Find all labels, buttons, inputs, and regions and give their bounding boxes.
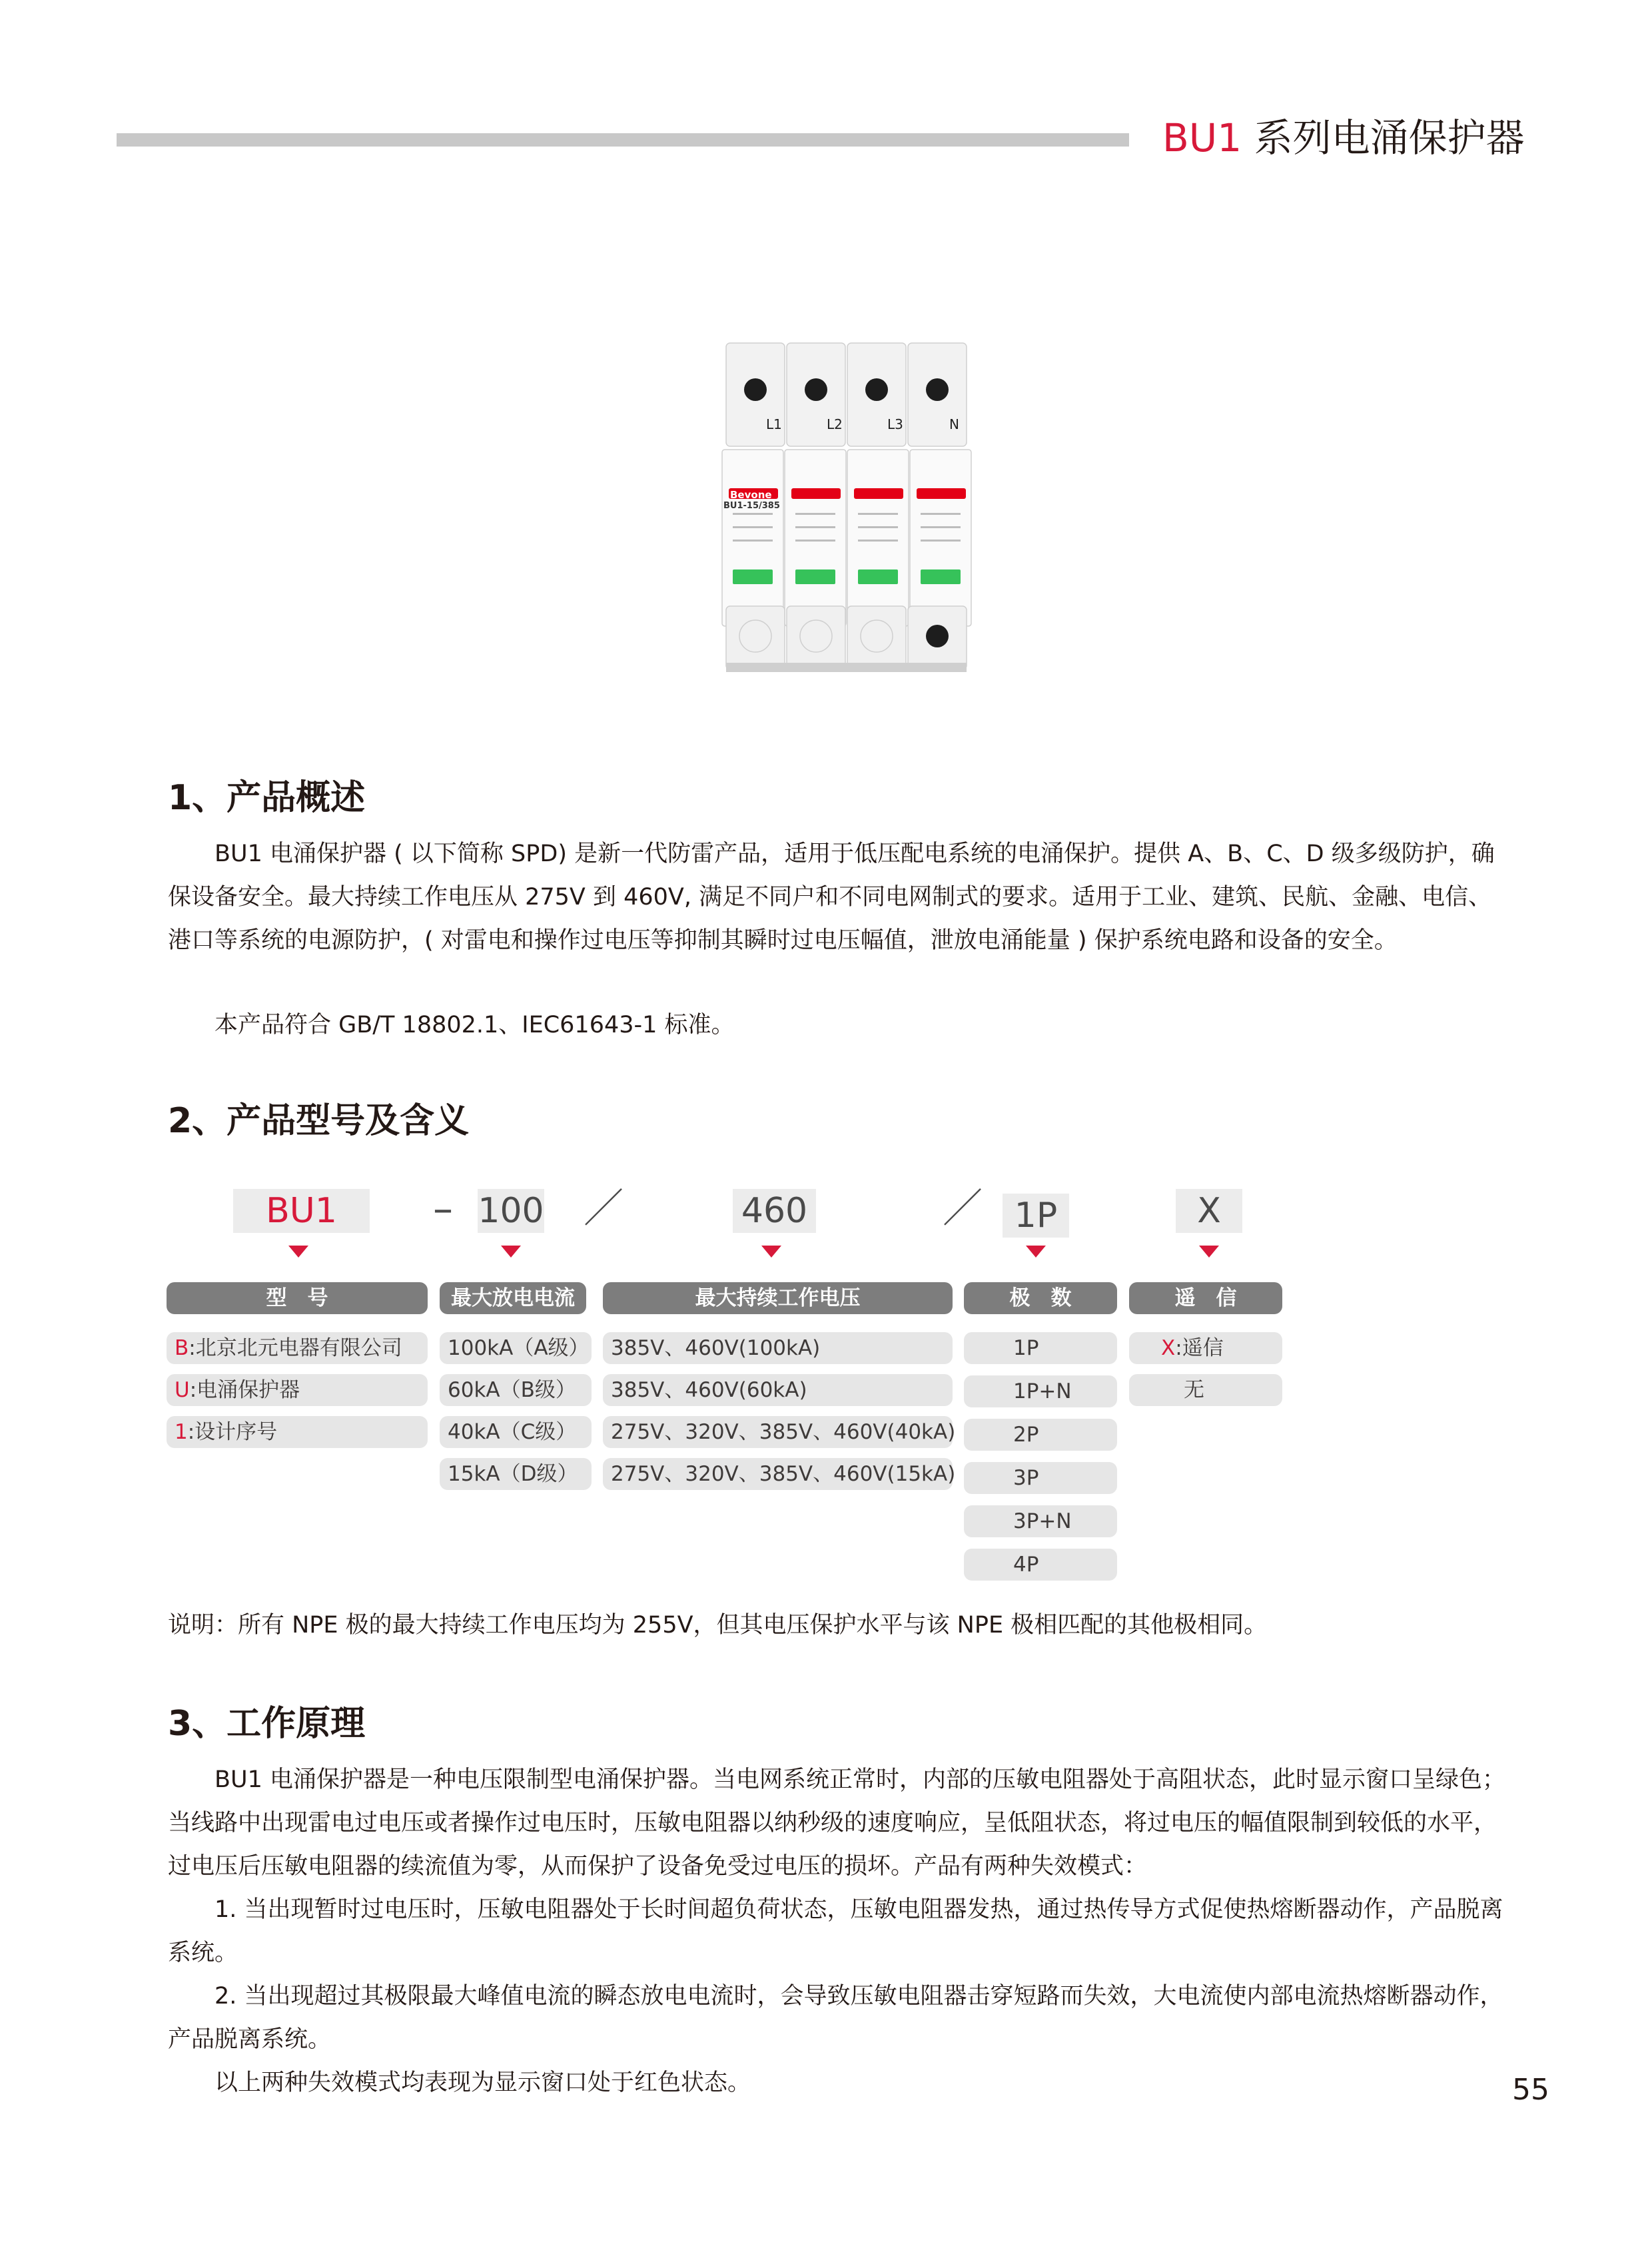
page-header-title	[1162, 107, 1525, 163]
pole-label-n: N	[949, 416, 959, 432]
arrow-down-icon	[761, 1246, 781, 1258]
signal-item: 无	[1129, 1374, 1282, 1406]
pole-label-l2: L2	[827, 416, 843, 432]
header-model: BU1	[1162, 115, 1242, 161]
arrow-down-icon	[501, 1246, 521, 1258]
section1-heading: 1、产品概述	[168, 778, 366, 818]
arrow-down-icon	[288, 1246, 308, 1258]
poles-item: 3P	[964, 1462, 1117, 1494]
pole-label-l3: L3	[887, 416, 903, 432]
section1-paragraph2: 本产品符合 GB/T 18802.1、IEC61643-1 标准。	[214, 1012, 735, 1038]
page-number: 55	[1512, 2073, 1549, 2107]
header-remote-signal: 遥 信	[1129, 1282, 1282, 1314]
code-part-voltage: 460	[733, 1189, 816, 1233]
poles-item: 2P	[964, 1419, 1117, 1451]
code-part-series: BU1	[233, 1189, 370, 1233]
header-rule	[117, 133, 1129, 147]
signal-item: X:遥信	[1129, 1332, 1282, 1364]
current-item: 60kA（B级）	[440, 1374, 592, 1406]
code-part-current: 100	[478, 1189, 544, 1233]
poles-item: 1P+N	[964, 1375, 1117, 1407]
header-poles: 极 数	[964, 1282, 1117, 1314]
product-model-label: BU1-15/385	[723, 501, 780, 511]
model-item: U:电涌保护器	[167, 1374, 428, 1406]
section1-paragraph1: BU1 电涌保护器 ( 以下简称 SPD) 是新一代防雷产品，适用于低压配电系统的电涌保护。提供 A、B、C、D 级多级防护，确保设备安全。最大持续工作电压从 275V 到 460V, 满足不同户和不同电网制式的要求。适用于工业、建筑、民航、金融、电信、港口等系统的电源防护，( 对雷电和操作过电压等抑制其瞬时过电压幅值，泄放电涌能量 ) 保护系统电路和设备的安全。	[168, 841, 1495, 954]
code-part-poles: 1P	[1003, 1194, 1069, 1238]
current-item: 40kA（C级）	[440, 1416, 592, 1448]
poles-item: 4P	[964, 1549, 1117, 1581]
voltage-item: 385V、460V(100kA)	[603, 1332, 953, 1364]
section3-heading: 3、工作原理	[168, 1704, 366, 1744]
poles-item: 3P+N	[964, 1505, 1117, 1537]
code-dash: –	[433, 1186, 453, 1232]
product-brand: Bevone	[730, 489, 772, 501]
section3-paragraph: BU1 电涌保护器是一种电压限制型电涌保护器。当电网系统正常时，内部的压敏电阻器处于高阻状态，此时显示窗口呈绿色；当线路中出现雷电过电压或者操作过电压时，压敏电阻器以纳秒级的速度响应，呈低阻状态，将过电压的幅值限制到较低的水平，过电压后压敏电阻器的续流值为零，从而保护了设备免受过电压的损坏。产品有两种失效模式：	[168, 1766, 1506, 1880]
model-item: 1:设计序号	[167, 1416, 428, 1448]
section3-paragraph: 1. 当出现暂时过电压时，压敏电阻器处于长时间超负荷状态，压敏电阻器发热，通过热传导方式促使热熔断器动作，产品脱离系统。	[168, 1896, 1503, 1966]
code-slash-1: ／	[584, 1186, 623, 1232]
header-title-text: 系列电涌保护器	[1242, 115, 1525, 161]
section3-body	[168, 1758, 1507, 2105]
current-item: 100kA（A级）	[440, 1332, 592, 1364]
pole-label-l1: L1	[766, 416, 782, 432]
section3-paragraph: 以上两种失效模式均表现为显示窗口处于红色状态。	[214, 2069, 751, 2096]
model-item: B:北京北元电器有限公司	[167, 1332, 428, 1364]
voltage-item: 275V、320V、385V、460V(15kA)	[603, 1458, 953, 1490]
voltage-item: 275V、320V、385V、460V(40kA)	[603, 1416, 953, 1448]
poles-item: 1P	[964, 1332, 1117, 1364]
code-part-signal: X	[1176, 1189, 1242, 1233]
header-max-discharge-current: 最大放电电流	[440, 1282, 586, 1314]
arrow-down-icon	[1026, 1246, 1046, 1258]
voltage-item: 385V、460V(60kA)	[603, 1374, 953, 1406]
code-slash-2: ／	[943, 1186, 983, 1232]
section2-heading: 2、产品型号及含义	[168, 1101, 470, 1141]
arrow-down-icon	[1199, 1246, 1219, 1258]
header-model: 型 号	[167, 1282, 428, 1314]
header-max-continuous-voltage: 最大持续工作电压	[603, 1282, 953, 1314]
current-item: 15kA（D级）	[440, 1458, 592, 1490]
section3-paragraph: 2. 当出现超过其极限最大峰值电流的瞬态放电电流时，会导致压敏电阻器击穿短路而失效，大电流使内部电流热熔断器动作，产品脱离系统。	[168, 1983, 1503, 2053]
section1-body	[168, 833, 1507, 1047]
section2-note: 说明：所有 NPE 极的最大持续工作电压均为 255V，但其电压保护水平与该 NPE 极相匹配的其他极相同。	[168, 1612, 1268, 1639]
